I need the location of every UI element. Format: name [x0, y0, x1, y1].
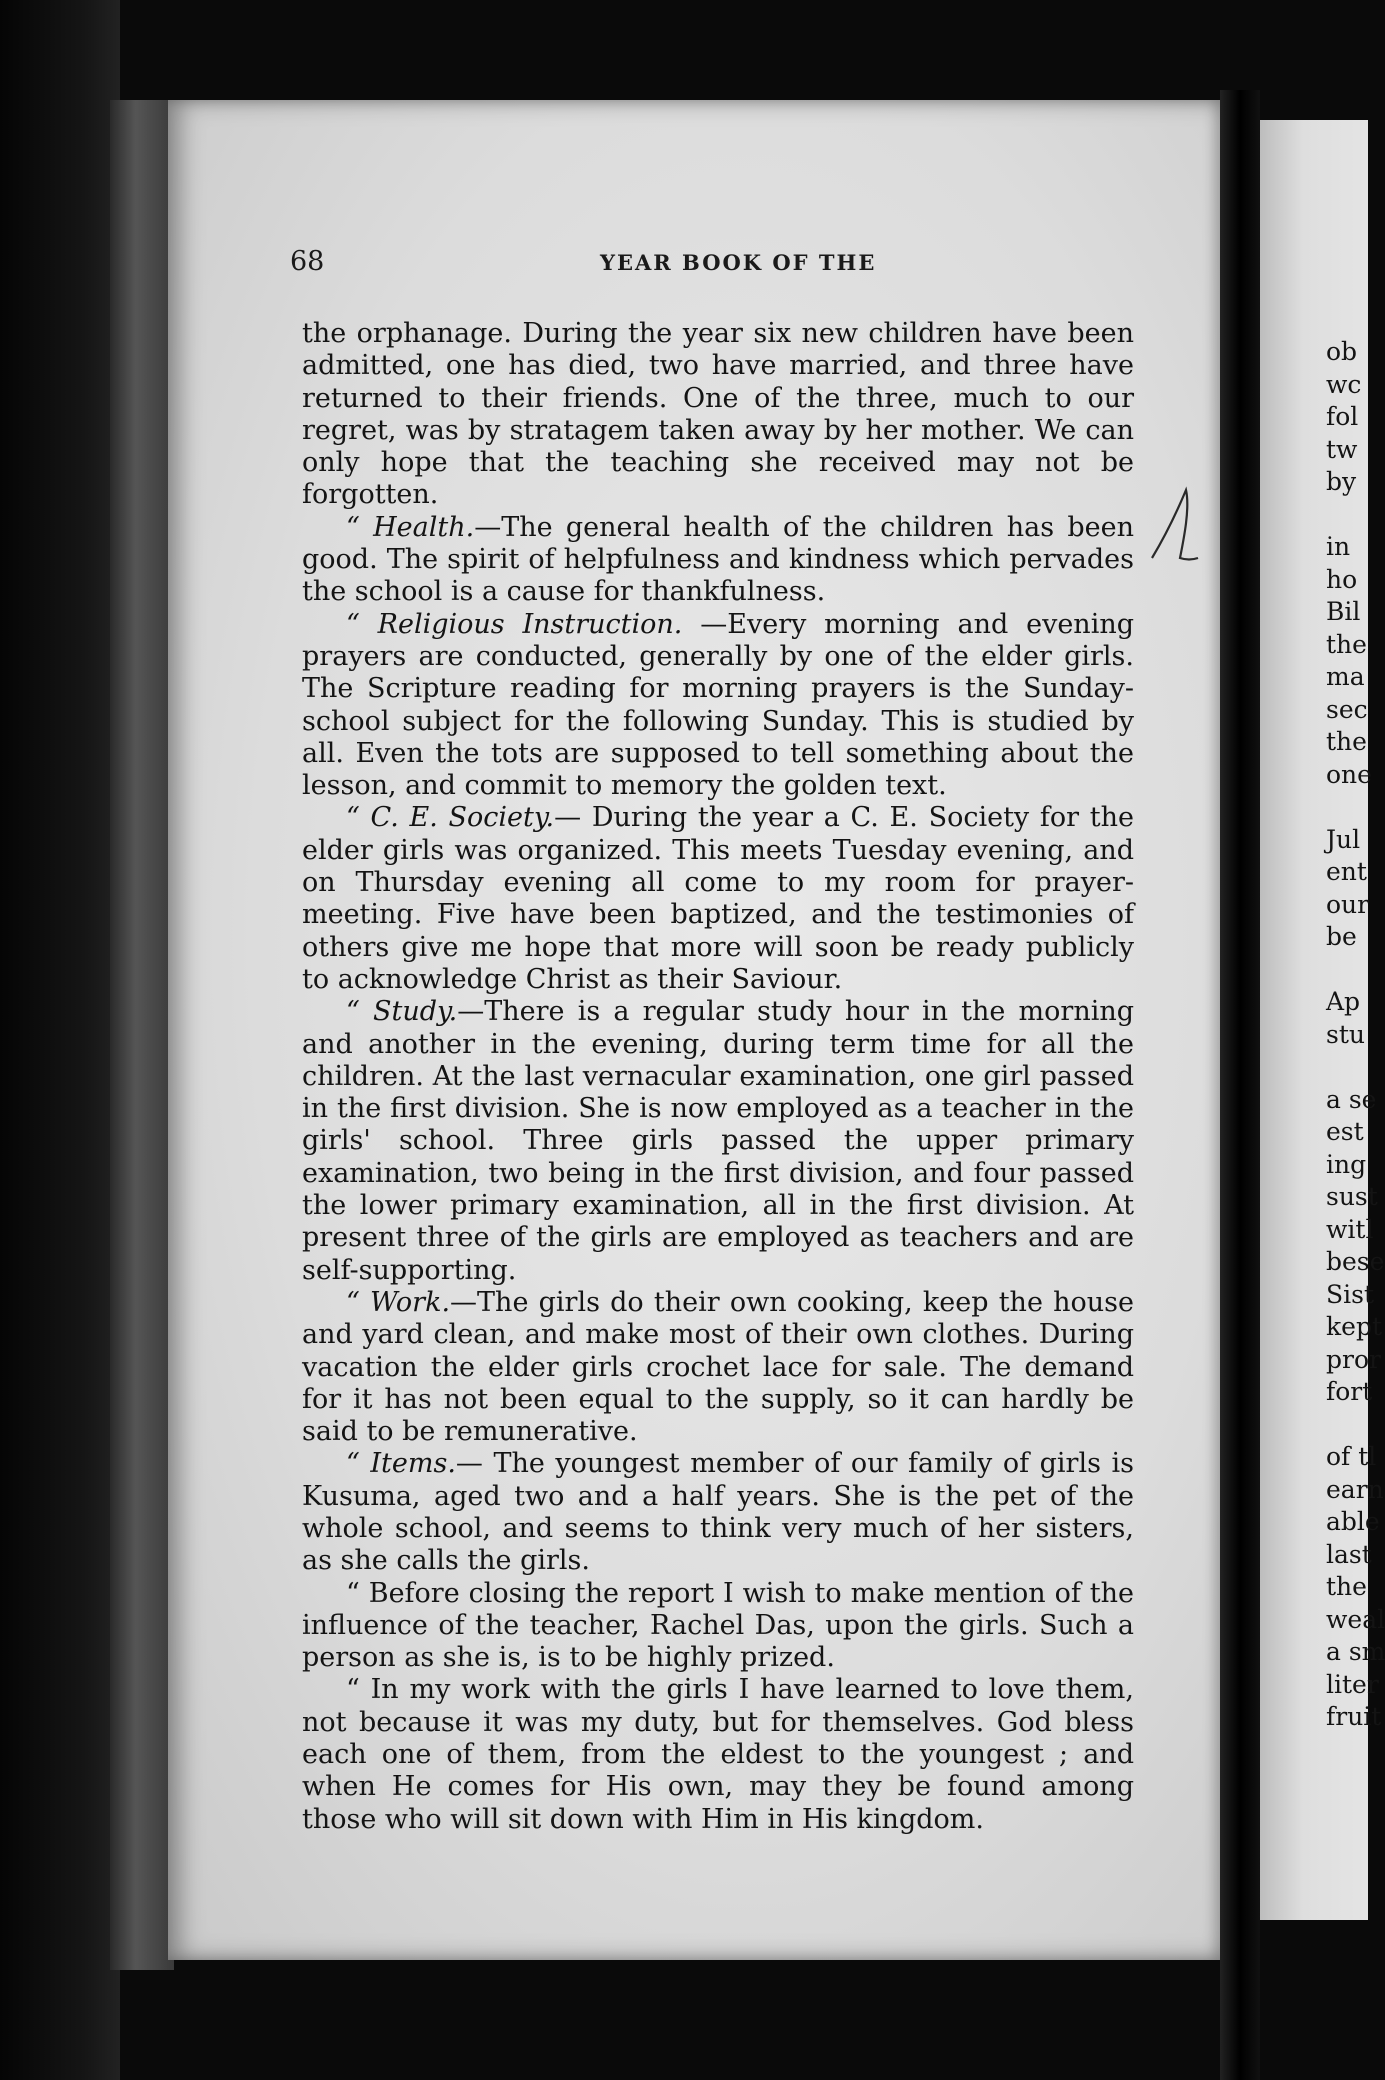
facing-page-line: be [1326, 922, 1357, 951]
facing-page-line: witl [1326, 1214, 1374, 1244]
text-study: —There is a regular study hour in the morning and another in the evening, during term time for all the children. At the last vernacular examination, one girl passed in the first division. She is now employed as a teacher in the girls' school. Three girls passed the upper primary examination, two being in the first division, and four passed the lower primary examination, all in the first division. At present three of the girls are employed as teachers and are self-supporting. [302, 996, 1135, 1286]
facing-page-gap [1326, 791, 1368, 824]
page-number: 68 [290, 246, 325, 277]
facing-page-line: Bil [1326, 597, 1361, 626]
facing-page-line: ho [1326, 564, 1358, 594]
facing-page-line: est [1326, 1117, 1364, 1146]
facing-page-fragments [1326, 336, 1385, 1734]
paragraph-work [302, 1287, 1134, 1448]
paragraph-study [302, 996, 1134, 1287]
handwritten-margin-mark [1150, 486, 1200, 566]
facing-page-line: tw [1326, 434, 1358, 464]
facing-page-line: by [1326, 467, 1357, 496]
facing-page-gap [1326, 1409, 1368, 1442]
facing-page-line: the [1326, 727, 1367, 756]
facing-page-line: stu [1326, 1019, 1365, 1049]
facing-page-line: ing [1326, 1149, 1367, 1179]
facing-page-gap [1326, 954, 1368, 987]
paragraph-ce-society [302, 802, 1134, 996]
facing-page-line: ob [1326, 337, 1358, 366]
facing-page-line: Ap [1326, 987, 1361, 1016]
facing-page-line: bese [1326, 1247, 1385, 1276]
facing-page-line: a se [1326, 1084, 1377, 1114]
text-work: —The girls do their own cooking, keep the house and yard clean, and make most of their own clothes. During vacation the elder girls crochet lace for sale. The demand for it has not been equal to the supply, so it can hardly be said to be remunerative. [302, 1286, 1134, 1448]
book-page-edges [110, 100, 174, 1970]
paragraph-religious-instruction [302, 609, 1134, 803]
facing-page-line: of tl [1326, 1442, 1377, 1471]
facing-page-line: sust [1326, 1182, 1378, 1211]
facing-page-line: the [1326, 629, 1367, 659]
facing-page-line: fort [1326, 1377, 1373, 1406]
facing-page-line: in [1326, 532, 1351, 561]
heading-study: “ Study. [346, 996, 458, 1028]
text-items: — The youngest member of our family of girls is Kusuma, aged two and a half years. She is the pet of the whole school, and seems to think very much of her sisters, as she calls the girls. [302, 1448, 1134, 1577]
running-title: YEAR BOOK OF THE [600, 250, 877, 275]
heading-religious-instruction: “ Religious Instruction. [346, 608, 683, 640]
facing-page-line: pror [1326, 1344, 1381, 1374]
facing-page-line: last [1326, 1539, 1372, 1569]
facing-page-line: kept [1326, 1312, 1382, 1341]
paragraph-health [302, 512, 1134, 609]
facing-page-line: one [1326, 759, 1372, 789]
heading-ce-society: “ C. E. Society. [346, 802, 555, 834]
facing-page-line: the [1326, 1572, 1367, 1601]
facing-page-line: fol [1326, 402, 1359, 431]
facing-page-line: sec [1326, 694, 1368, 724]
facing-page-line: wc [1326, 369, 1362, 399]
facing-page-line: earn [1326, 1474, 1384, 1504]
page-body [302, 318, 1134, 1836]
text-health: —The general health of the children has been good. The spirit of helpfulness and kindness which pervades the school is a cause for thankfulness. [302, 511, 1135, 608]
facing-page-line: a sm [1326, 1637, 1385, 1666]
heading-items: “ Items. [346, 1448, 456, 1480]
facing-page-line: ent [1326, 857, 1367, 886]
facing-page-line: Sist [1326, 1279, 1374, 1309]
facing-page-gap [1326, 1051, 1368, 1084]
facing-page-line: Jul [1326, 824, 1361, 854]
heading-health: “ Health. [346, 511, 475, 543]
facing-page-line: our [1326, 889, 1370, 919]
facing-page-line: able [1326, 1507, 1380, 1536]
paragraph-final: “ In my work with the girls I have learned to love them, not because it was my duty, but for themselves. God bless each one of them, from the eldest to the youngest ; and when He comes for His own, may they be found among those who will sit down with Him in His kingdom. [302, 1674, 1134, 1835]
heading-work: “ Work. [346, 1286, 451, 1318]
running-head [290, 246, 1190, 286]
paragraph-orphanage: the orphanage. During the year six new children have been admitted, one has died, two have married, and three have returned to their friends. One of the three, much to our regret, was by stratagem taken away by her mother. We can only hope that the teaching she received may not be forgotten. [302, 318, 1134, 511]
facing-page-line: fruit [1326, 1702, 1382, 1731]
facing-page-line: weal [1326, 1604, 1385, 1634]
paragraph-closing: “ Before closing the report I wish to make mention of the influence of the teacher, Rachel Das, upon the girls. Such a person as she is, is to be highly prized. [302, 1577, 1134, 1674]
facing-page-gap [1326, 499, 1368, 532]
text-ce-society: — During the year a C. E. Society for the elder girls was organized. This meets Tuesday evening, and on Thursday evening all come to my room for prayer-meeting. Five have been baptized, and the testimonies of others give me hope that more will soon be ready publicly to acknowledge Christ as their Saviour. [302, 802, 1134, 995]
facing-page-line: liter [1326, 1669, 1379, 1699]
paragraph-items [302, 1448, 1134, 1577]
facing-page-line: ma [1326, 662, 1365, 691]
text-religious-instruction: —Every morning and evening prayers are conducted, generally by one of the elder girls. The Scripture reading for morning prayers is the Sunday-school subject for the following Sunday. This is studied by all. Even the tots are supposed to tell something about the lesson, and commit to memory the golden text. [302, 608, 1135, 802]
book-spine-shadow [0, 0, 120, 2080]
book-gutter [1220, 90, 1260, 2080]
